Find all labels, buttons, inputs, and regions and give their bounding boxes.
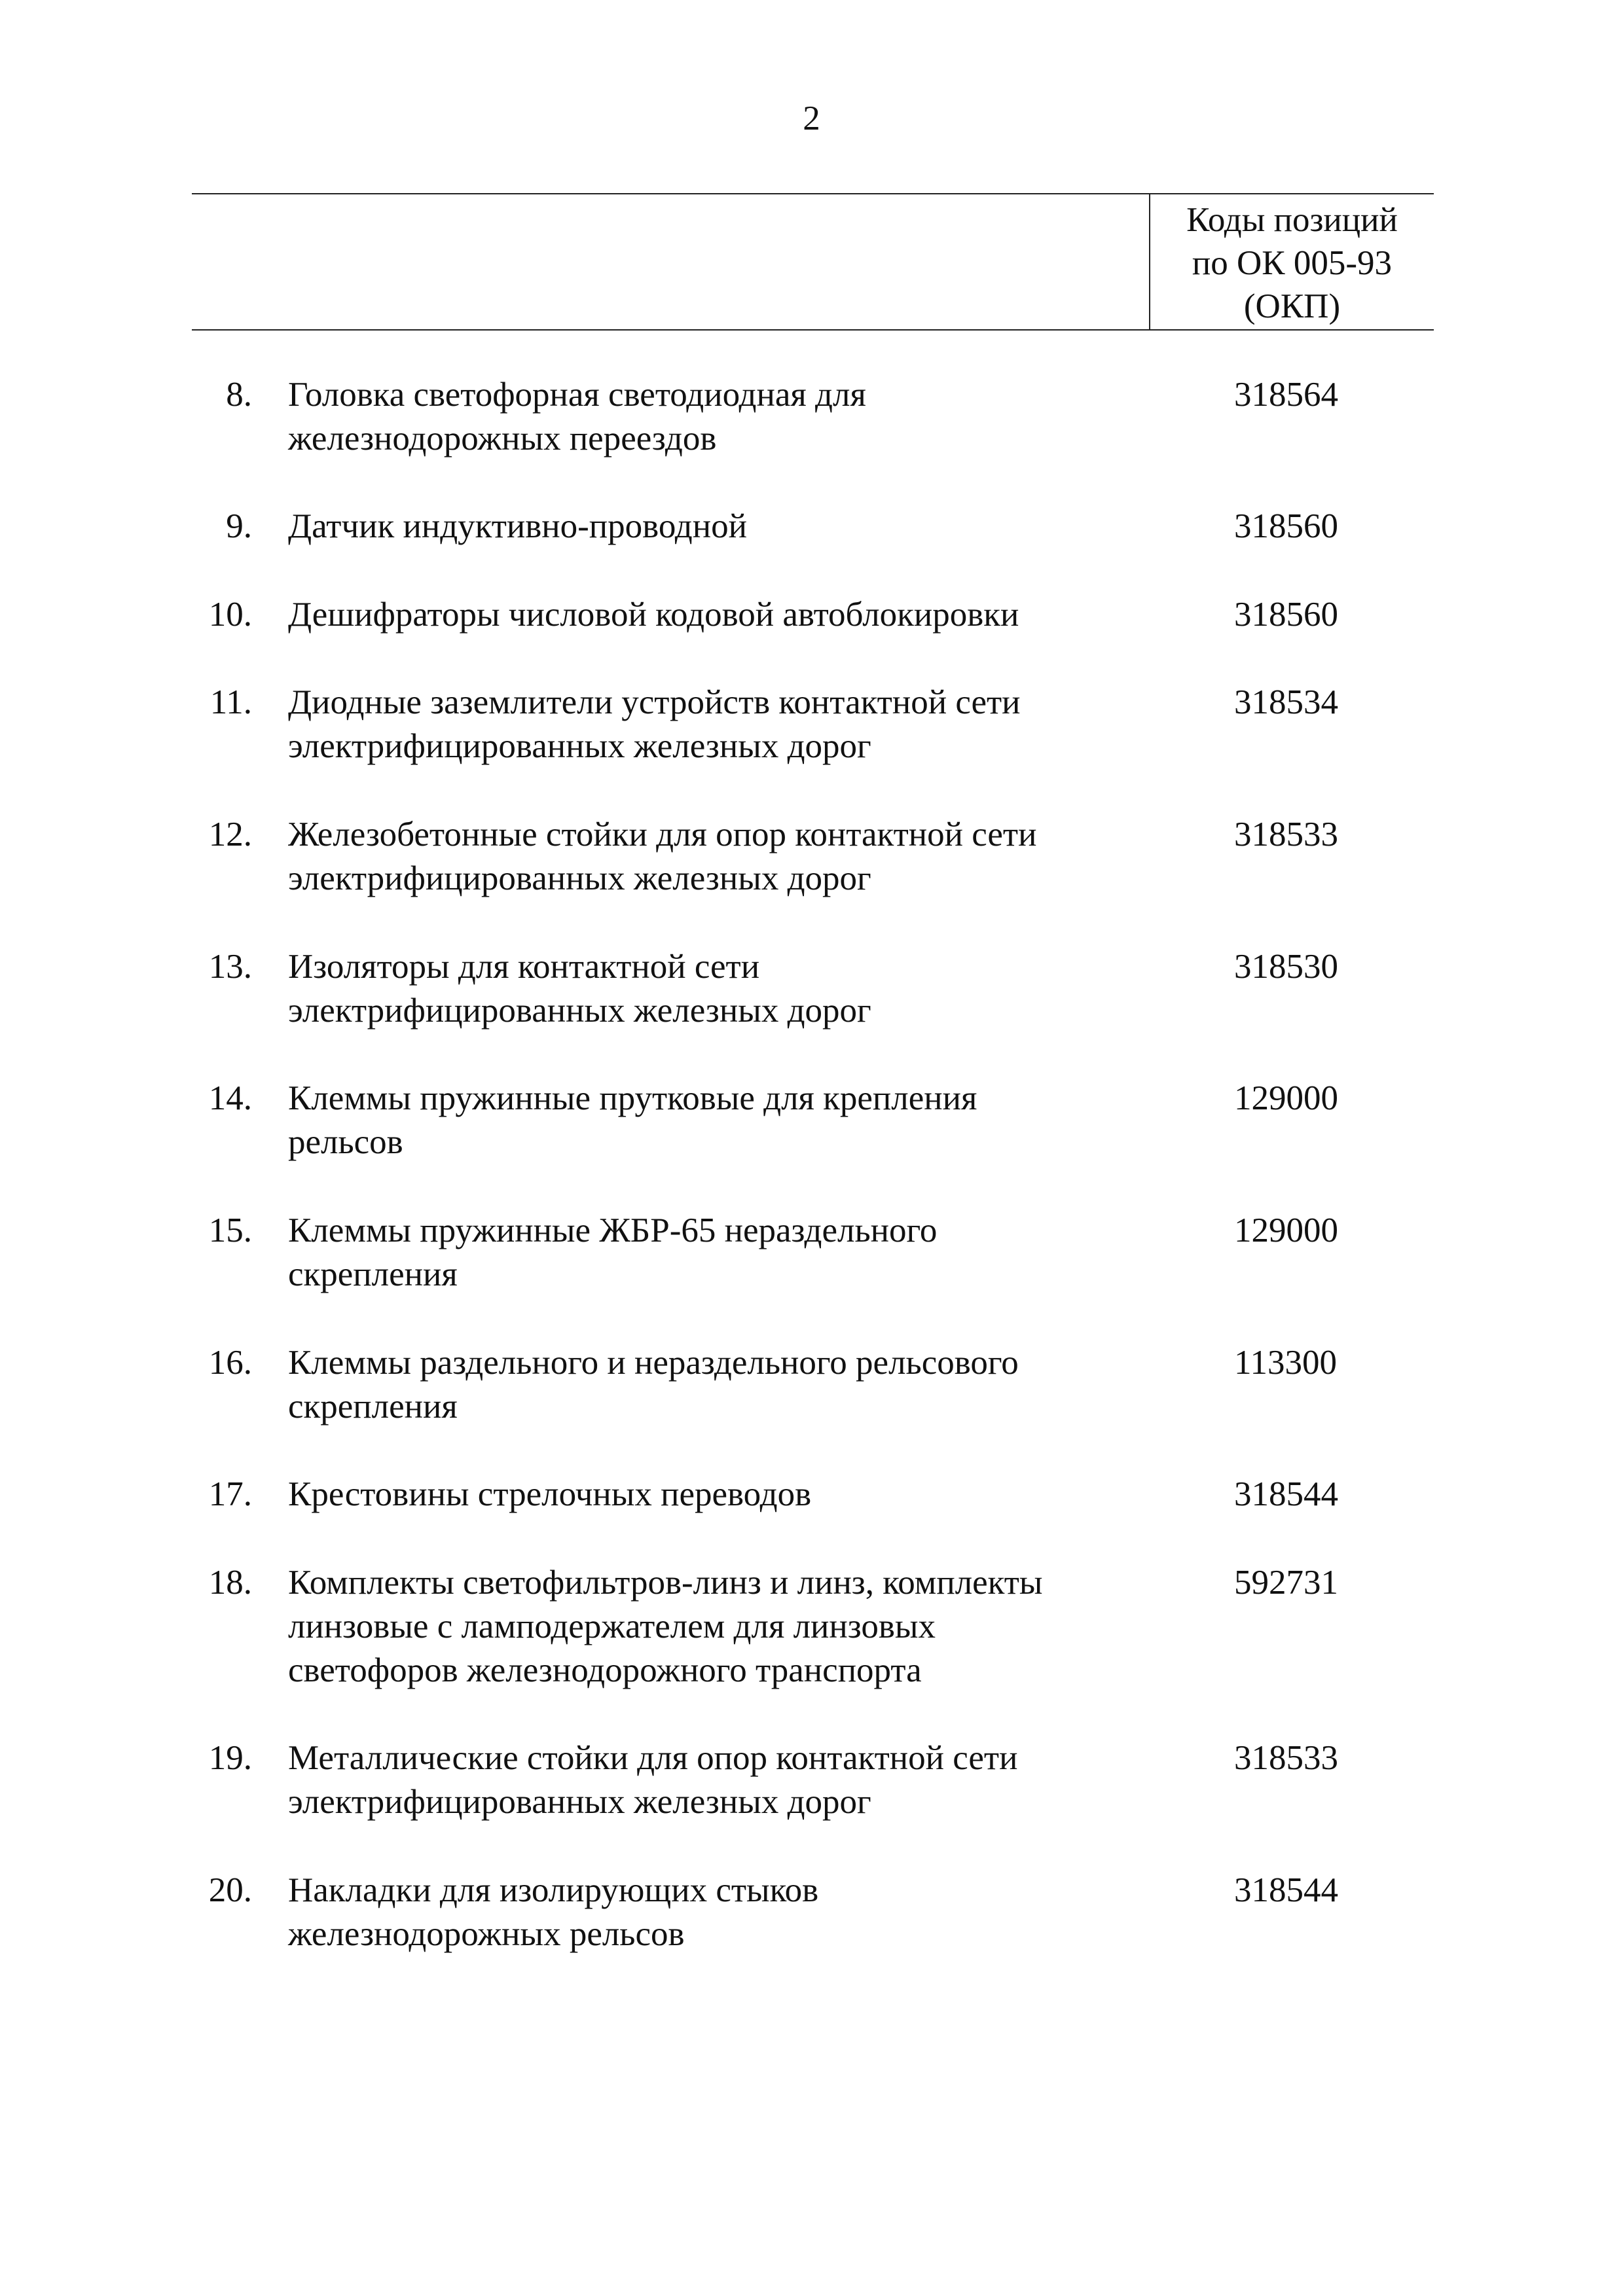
- item-description-line: Головка светофорная светодиодная для: [288, 376, 866, 414]
- item-description-line: Клеммы пружинные прутковые для крепления: [288, 1079, 977, 1117]
- item-description: [288, 1077, 1159, 1164]
- item-description: [288, 681, 1159, 768]
- item-code: 129000: [1234, 1079, 1338, 1117]
- item-description-line: Железобетонные стойки для опор контактной сети: [288, 816, 1037, 853]
- item-number: 15.: [208, 1211, 252, 1249]
- item-code: 318560: [1234, 507, 1338, 545]
- item-description-line: железнодорожных переездов: [288, 420, 717, 457]
- item-description: [288, 813, 1159, 901]
- item-description: [288, 1473, 1159, 1516]
- item-description-line: Дешифраторы числовой кодовой автоблокировки: [288, 596, 1019, 634]
- item-code: 129000: [1234, 1211, 1338, 1249]
- item-description-line: Крестовины стрелочных переводов: [288, 1475, 812, 1513]
- item-code: 113300: [1234, 1344, 1338, 1382]
- item-description-line: железнодорожных рельсов: [288, 1915, 685, 1953]
- item-description-line: электрифицированных железных дорог: [288, 859, 871, 897]
- item-number: 17.: [208, 1475, 252, 1513]
- item-description: [288, 1561, 1159, 1693]
- item-number: 16.: [208, 1344, 252, 1382]
- item-number: 10.: [208, 596, 252, 634]
- item-description: [288, 373, 1159, 461]
- item-description: [288, 1209, 1159, 1297]
- item-description-line: Датчик индуктивно-проводной: [288, 507, 747, 545]
- item-description: [288, 945, 1159, 1033]
- item-description: [288, 1736, 1159, 1824]
- item-code: 318533: [1234, 816, 1338, 853]
- item-description: [288, 593, 1159, 637]
- item-description-line: Металлические стойки для опор контактной сети: [288, 1739, 1018, 1777]
- item-number: 11.: [210, 683, 252, 721]
- item-number: 12.: [208, 816, 252, 853]
- item-code: 318564: [1234, 376, 1338, 414]
- item-code: 318544: [1234, 1871, 1338, 1909]
- codes-header-line: Коды позиций: [1186, 201, 1398, 239]
- item-description-line: Диодные заземлители устройств контактной сети: [288, 683, 1021, 721]
- codes-header-line: (ОКП): [1243, 287, 1341, 325]
- item-description-line: линзовые с ламподержателем для линзовых: [288, 1607, 936, 1645]
- table-header: [192, 193, 1434, 331]
- item-code: 318544: [1234, 1475, 1338, 1513]
- item-description-line: Изоляторы для контактной сети: [288, 948, 760, 986]
- item-number: 18.: [208, 1564, 252, 1602]
- item-description-line: Комплекты светофильтров-линз и линз, комплекты: [288, 1564, 1043, 1602]
- item-description: [288, 505, 1159, 548]
- item-code: 592731: [1234, 1564, 1338, 1602]
- item-description-line: Клеммы пружинные ЖБР-65 нераздельного: [288, 1211, 938, 1249]
- item-description: [288, 1341, 1159, 1429]
- item-code: 318533: [1234, 1739, 1338, 1777]
- item-number: 20.: [208, 1871, 252, 1909]
- item-description-line: Накладки для изолирующих стыков: [288, 1871, 819, 1909]
- item-description-line: светофоров железнодорожного транспорта: [288, 1651, 922, 1689]
- item-number: 9.: [226, 507, 252, 545]
- item-description-line: Клеммы раздельного и нераздельного рельсового: [288, 1344, 1019, 1382]
- item-description: [288, 1869, 1159, 1956]
- item-description-line: скрепления: [288, 1388, 458, 1426]
- item-description-line: электрифицированных железных дорог: [288, 992, 871, 1030]
- page-number: 2: [803, 99, 820, 137]
- codes-column-header: [1150, 198, 1434, 328]
- item-description-line: рельсов: [288, 1123, 403, 1161]
- item-number: 13.: [208, 948, 252, 986]
- item-code: 318560: [1234, 596, 1338, 634]
- item-code: 318534: [1234, 683, 1338, 721]
- item-number: 8.: [226, 376, 252, 414]
- item-description-line: электрифицированных железных дорог: [288, 727, 871, 765]
- codes-header-line: по ОК 005-93: [1192, 244, 1393, 282]
- item-number: 14.: [208, 1079, 252, 1117]
- item-description-line: скрепления: [288, 1255, 458, 1293]
- item-code: 318530: [1234, 948, 1338, 986]
- item-number: 19.: [208, 1739, 252, 1777]
- item-description-line: электрифицированных железных дорог: [288, 1783, 871, 1821]
